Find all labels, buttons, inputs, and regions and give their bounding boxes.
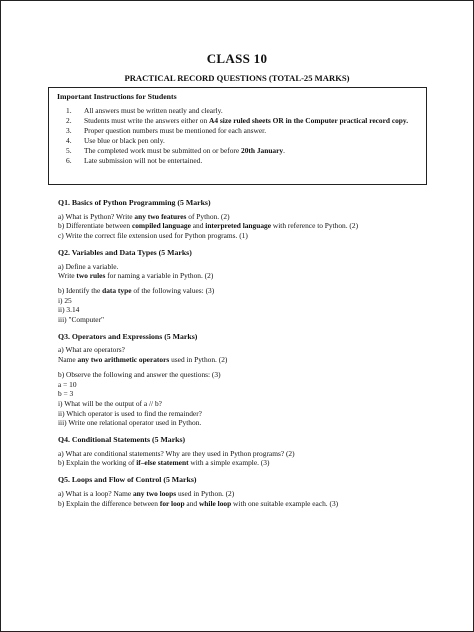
instruction-number: 1. <box>66 106 72 115</box>
instruction-text <box>84 126 418 136</box>
question-line <box>58 271 433 281</box>
text-segment: iii) Write one relational operator used in Python. <box>58 418 202 428</box>
question-line <box>58 231 433 241</box>
question-line <box>58 380 433 390</box>
questions-section <box>58 198 433 515</box>
question-line <box>58 305 433 315</box>
question-line <box>58 221 433 231</box>
instruction-number: 5. <box>66 145 72 155</box>
text-segment: with a simple example. (3) <box>188 458 270 468</box>
text-segment: b = 3 <box>58 389 74 399</box>
instruction-item <box>57 146 418 156</box>
text-segment: a) What is a loop? Name <box>58 488 133 498</box>
instruction-item <box>57 116 418 126</box>
bold-text: A4 size ruled sheets OR in the Computer practical record copy. <box>209 115 409 125</box>
text-segment: a) Define a variable. <box>58 261 119 271</box>
question-line <box>58 399 433 409</box>
text-segment: ii) 3.14 <box>58 305 80 315</box>
text-segment: c) Write the correct file extension used for Python programs. (1) <box>58 231 248 241</box>
text-segment: for naming a variable in Python. (2) <box>105 271 214 281</box>
text-segment: Name <box>58 355 78 365</box>
bold-text: 20th January <box>241 145 284 155</box>
bold-text: two rules <box>76 271 106 281</box>
question-line <box>58 489 433 499</box>
bold-text: for loop <box>159 498 185 508</box>
instruction-item <box>57 106 418 116</box>
instruction-text <box>84 146 418 156</box>
question-line <box>58 262 433 272</box>
instructions-list <box>57 106 418 166</box>
instruction-item <box>57 126 418 136</box>
text-segment: b) Differentiate between <box>58 221 132 231</box>
question-section <box>58 248 433 325</box>
document-subtitle: PRACTICAL RECORD QUESTIONS (TOTAL-25 MARKS) <box>124 73 350 83</box>
text-segment: and <box>184 498 199 508</box>
instruction-item <box>57 136 418 146</box>
text-segment: All answers must be written neatly and clearly. <box>84 106 223 115</box>
text-segment: Write <box>58 271 77 281</box>
bold-text: data type <box>102 285 132 295</box>
text-segment: b) Explain the difference between <box>58 498 160 508</box>
text-segment: i) What will be the output of a // b? <box>58 398 162 408</box>
question-title: Q1. Basics of Python Programming (5 Marks) <box>58 198 211 207</box>
bold-text: any two features <box>134 211 187 221</box>
question-line <box>58 418 433 428</box>
text-segment: b) Identify the <box>58 285 103 295</box>
instructions-box <box>48 87 427 185</box>
question-line <box>58 458 433 468</box>
bold-text: any two loops <box>132 488 177 498</box>
text-segment: Proper question numbers must be mentioned for each answer. <box>84 125 267 135</box>
question-section <box>58 332 433 428</box>
bold-text: interpreted language <box>205 221 272 231</box>
class-title: CLASS 10 <box>206 51 268 66</box>
question-section <box>58 435 433 468</box>
text-segment: and <box>190 221 206 231</box>
question-line <box>58 370 433 380</box>
instructions-heading: Important Instructions for Students <box>57 92 177 101</box>
text-segment: . <box>283 145 285 155</box>
question-line <box>58 296 433 306</box>
text-segment: b) Observe the following and answer the questions: (3) <box>58 369 221 379</box>
instruction-number: 4. <box>66 135 72 145</box>
text-segment: Late submission will not be entertained. <box>84 155 203 165</box>
text-segment: with reference to Python. (2) <box>271 221 359 231</box>
text-segment: with one suitable example each. (3) <box>231 498 339 508</box>
text-segment: b) Explain the working of <box>58 458 137 468</box>
text-segment: a) What are operators? <box>58 345 125 355</box>
text-segment: i) 25 <box>58 295 72 305</box>
bold-text: any two arithmetic operators <box>77 355 170 365</box>
question-title: Q3. Operators and Expressions (5 Marks) <box>58 331 198 341</box>
question-line <box>58 355 433 365</box>
text-segment: a) What is Python? Write <box>58 211 135 221</box>
question-line <box>58 449 433 459</box>
text-segment: Use blue or black pen only. <box>84 135 165 145</box>
text-segment: of the following values: (3) <box>131 285 215 295</box>
question-title: Q2. Variables and Data Types (5 Marks) <box>58 247 192 257</box>
instruction-text <box>84 136 418 146</box>
question-line <box>58 212 433 222</box>
question-title: Q4. Conditional Statements (5 Marks) <box>58 435 186 445</box>
text-segment: Students must write the answers either on <box>84 115 210 125</box>
question-line <box>58 345 433 355</box>
bold-text: compiled language <box>131 221 191 231</box>
instruction-number: 6. <box>66 155 72 165</box>
text-segment: ii) Which operator is used to find the remainder? <box>58 408 202 418</box>
text-segment: iii) "Computer" <box>58 315 105 325</box>
question-line <box>58 389 433 399</box>
text-segment: used in Python. (2) <box>176 488 235 498</box>
question-title: Q5. Loops and Flow of Control (5 Marks) <box>58 475 197 485</box>
text-segment: a) What are conditional statements? Why are they used in Python programs? (2) <box>58 448 295 458</box>
text-segment: used in Python. (2) <box>169 355 228 365</box>
question-section <box>58 475 433 508</box>
question-line <box>58 315 433 325</box>
question-line <box>58 499 433 509</box>
question-line <box>58 409 433 419</box>
question-section <box>58 198 433 241</box>
bold-text: if–else statement <box>136 458 189 468</box>
question-line <box>58 286 433 296</box>
instruction-number: 2. <box>66 115 72 125</box>
text-segment: of Python. (2) <box>186 211 230 221</box>
instruction-text <box>84 116 418 126</box>
instruction-item <box>57 156 418 166</box>
bold-text: while loop <box>198 498 232 508</box>
instruction-text <box>84 106 418 116</box>
instruction-number: 3. <box>66 125 72 135</box>
instruction-text <box>84 156 418 166</box>
text-segment: The completed work must be submitted on or before <box>84 145 242 155</box>
text-segment: a = 10 <box>58 379 77 389</box>
